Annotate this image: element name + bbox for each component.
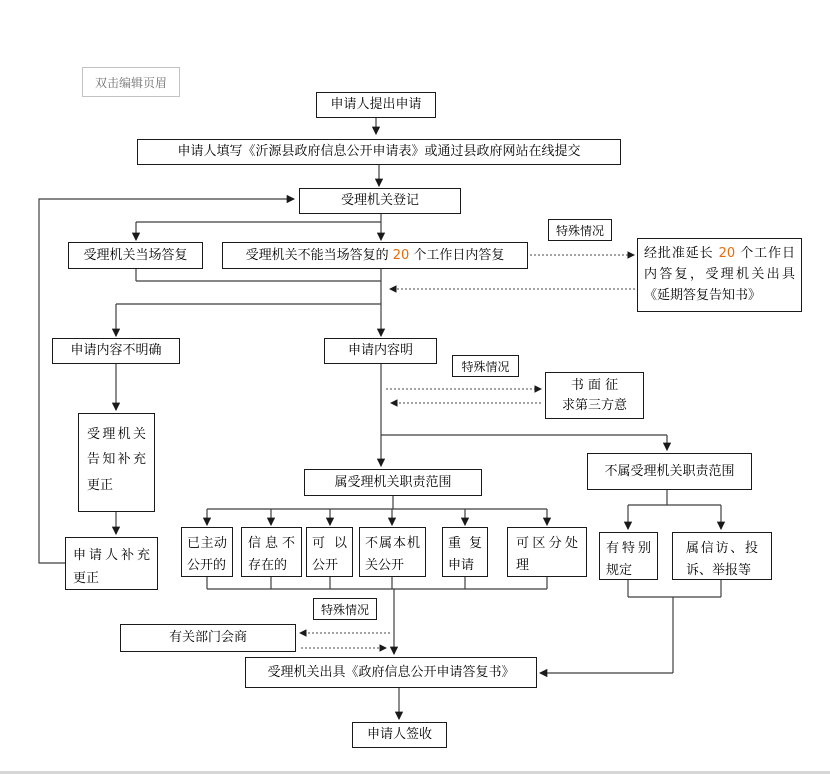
node-content-clear[interactable]: 申请内容明	[324, 338, 437, 364]
node-special-rule[interactable]: 有特别规定	[599, 532, 658, 580]
page-bottom-divider	[0, 771, 830, 774]
badge-special-case-top[interactable]: 特殊情况	[548, 219, 612, 241]
label-prefix: 受理机关不能当场答复的	[245, 247, 393, 263]
node-label-line2: 求第三方意	[561, 398, 627, 414]
node-applicant-sign[interactable]: 申请人签收	[352, 722, 447, 748]
label-number: 20	[392, 247, 410, 263]
node-reply-within-20-days[interactable]	[222, 242, 528, 269]
node-register[interactable]: 受理机关登记	[299, 188, 461, 214]
node-out-of-scope[interactable]: 不属受理机关职责范围	[587, 453, 752, 490]
node-applicant-supplement[interactable]: 申请人补充更正	[65, 537, 158, 590]
node-label	[246, 246, 505, 266]
node-notify-supplement[interactable]: 受理机关告知补充更正	[78, 413, 155, 512]
badge-special-case-middle[interactable]: 特殊情况	[452, 355, 519, 377]
label-number: 20	[718, 246, 736, 261]
label-prefix: 经批准延长	[644, 246, 719, 261]
node-not-this-authority[interactable]: 不属本机关公开	[359, 527, 426, 577]
node-repeat-application[interactable]: 重复申请	[442, 527, 488, 577]
node-info-not-exist[interactable]: 信息不存在的	[241, 527, 302, 577]
label-suffix: 个工作日内答复	[409, 247, 505, 263]
node-label	[644, 246, 795, 303]
badge-special-case-bottom[interactable]: 特殊情况	[313, 598, 377, 620]
node-third-party-opinion[interactable]	[545, 372, 644, 419]
node-separable-handling[interactable]: 可区分处理	[507, 527, 587, 577]
node-already-public[interactable]: 已主动公开的	[181, 527, 233, 577]
node-content-unclear[interactable]: 申请内容不明确	[52, 338, 180, 364]
edit-header-hint[interactable]: 双击编辑页眉	[82, 67, 180, 97]
node-submit-application[interactable]: 申请人提出申请	[316, 92, 436, 118]
node-label-line1: 书 面 征	[570, 378, 619, 393]
node-in-scope[interactable]: 属受理机关职责范围	[304, 469, 482, 496]
node-department-consult[interactable]: 有关部门会商	[120, 624, 296, 652]
label-suffix: 个工作日内答复，受理机关出具《延期答复告知书》	[644, 246, 795, 304]
node-onsite-reply[interactable]: 受理机关当场答复	[68, 242, 203, 269]
node-petition-complaint[interactable]: 属信访、投诉、举报等	[672, 532, 772, 580]
node-extension-reply[interactable]	[637, 238, 802, 312]
node-issue-reply-document[interactable]: 受理机关出具《政府信息公开申请答复书》	[245, 657, 537, 688]
node-fill-form[interactable]: 申请人填写《沂源县政府信息公开申请表》或通过县政府网站在线提交	[137, 139, 621, 165]
node-can-disclose[interactable]: 可以公开	[306, 527, 353, 577]
